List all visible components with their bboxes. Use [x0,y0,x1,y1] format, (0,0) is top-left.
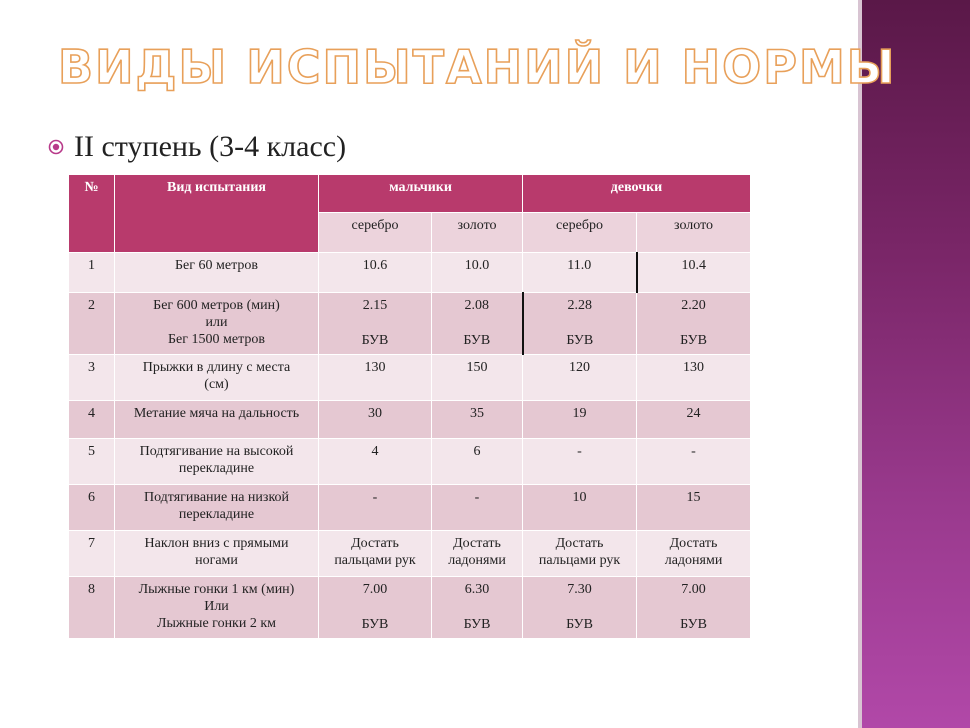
test-name-line: или [205,315,228,330]
row-value: 10 [523,485,637,531]
value-main: 7.00 [362,582,388,597]
test-name-line: Бег 600 метров (мин) [153,298,280,313]
row-test-name [115,531,319,577]
row-value: - [523,439,637,485]
row-value [637,293,751,355]
row-value: Достать ладонями [432,531,523,577]
row-value: 120 [523,355,637,401]
row-value: 10.0 [432,253,523,293]
bullet-item [48,130,346,164]
table-row [69,531,751,577]
row-value [432,577,523,639]
value-main: 7.00 [681,582,706,597]
row-value: 10.6 [319,253,432,293]
test-name-line: Прыжки в длину с места [142,360,291,375]
row-value: 6 [432,439,523,485]
header-girls-silver: серебро [523,213,637,253]
table-row [69,293,751,355]
row-test-name [115,293,319,355]
test-name-line: Подтягивание на низкой [143,490,290,505]
test-name-line: Наклон вниз с прямыми [144,536,289,551]
row-num: 7 [69,531,115,577]
value-extra: БУВ [566,617,593,632]
header-num: № [69,175,115,253]
value-main: 6.30 [464,582,490,597]
test-name-line: Бег 60 метров [175,258,258,273]
row-value [319,577,432,639]
value-extra: БУВ [361,617,389,632]
header-girls: девочки [523,175,751,213]
value-extra: БУВ [463,617,491,632]
test-name-line: перекладине [178,461,255,476]
row-value: 35 [432,401,523,439]
bullet-text: II ступень (3-4 класс) [74,130,347,163]
row-test-name [115,401,319,439]
value-main: 2.15 [362,298,388,313]
value-extra: БУВ [361,333,389,348]
row-value: 30 [319,401,432,439]
value-main: 7.30 [567,582,592,597]
test-name-line: Или [204,599,229,614]
test-name-line: Метание мяча на дальность [133,406,300,421]
row-num: 6 [69,485,115,531]
header-boys-gold: золото [432,213,523,253]
value-main: 2.08 [464,298,489,313]
row-num: 8 [69,577,115,639]
row-value: - [319,485,432,531]
value-extra: БУВ [680,617,707,632]
test-name-line: Лыжные гонки 1 км (мин) [138,582,295,597]
row-value [319,293,432,355]
value-extra: БУВ [566,333,594,348]
table-row [69,439,751,485]
test-name-line: ногами [195,553,238,568]
row-test-name [115,355,319,401]
value-main: 2.28 [567,298,593,313]
header-test: Вид испытания [115,175,319,253]
row-value [432,293,523,355]
row-value: Достать ладонями [637,531,751,577]
row-num: 3 [69,355,115,401]
table-row [69,485,751,531]
row-value: 19 [523,401,637,439]
test-name-line: Лыжные гонки 2 км [156,616,277,631]
value-extra: БУВ [463,333,491,348]
row-num: 2 [69,293,115,355]
value-extra: БУВ [680,333,707,348]
row-num: 5 [69,439,115,485]
test-name-line: Подтягивание на высокой [139,444,294,459]
row-test-name [115,577,319,639]
row-test-name [115,439,319,485]
table-row [69,253,751,293]
header-boys-silver: серебро [319,213,432,253]
row-test-name [115,485,319,531]
side-decor-band [862,0,970,728]
table-row [69,577,751,639]
row-value [637,577,751,639]
row-value: Достать пальцами рук [523,531,637,577]
row-value: 4 [319,439,432,485]
row-value: 130 [319,355,432,401]
header-girls-gold: золото [637,213,751,253]
row-value: 130 [637,355,751,401]
norms-table [68,174,751,639]
row-value: 24 [637,401,751,439]
row-num: 4 [69,401,115,439]
circle-bullet-icon [48,139,64,155]
table-row [69,401,751,439]
row-value: 150 [432,355,523,401]
row-value: - [432,485,523,531]
slide-title: ВИДЫ ИСПЫТАНИЙ И НОРМЫ [58,40,897,94]
row-value: 15 [637,485,751,531]
row-value: - [637,439,751,485]
test-name-line: Бег 1500 метров [168,332,265,347]
row-value: 10.4 [637,253,751,293]
row-value [523,293,637,355]
header-boys: мальчики [319,175,523,213]
row-value: 11.0 [523,253,637,293]
row-num: 1 [69,253,115,293]
row-test-name [115,253,319,293]
value-main: 2.20 [681,298,706,313]
row-value [523,577,637,639]
test-name-line: (см) [204,377,229,392]
row-value: Достать пальцами рук [319,531,432,577]
test-name-line: перекладине [178,507,255,522]
table-row [69,355,751,401]
